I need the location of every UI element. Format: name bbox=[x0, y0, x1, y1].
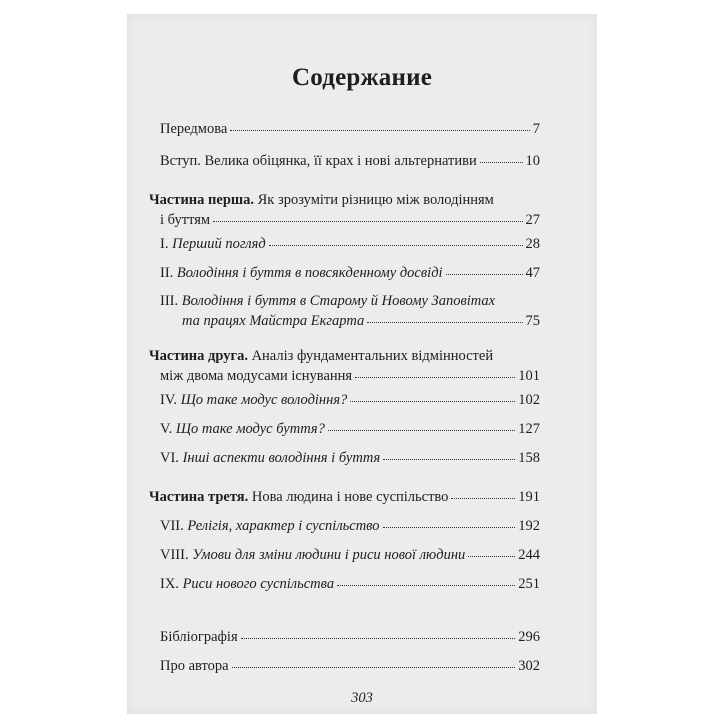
toc-part-three bbox=[149, 488, 540, 506]
part-title-line2: між двома модусами існування bbox=[160, 368, 353, 384]
toc-entry-about-author bbox=[160, 657, 540, 675]
toc-chapter-9 bbox=[160, 575, 540, 593]
chapter-title: Риси нового суспільства bbox=[182, 576, 335, 592]
part-label: Частина друга. bbox=[149, 348, 248, 364]
toc-entry-text: Передмова bbox=[160, 121, 228, 137]
chapter-number: II. bbox=[160, 265, 177, 281]
toc-page-number: 191 bbox=[518, 489, 540, 505]
chapter-title: Релігія, характер і суспільство bbox=[187, 518, 380, 534]
chapter-number: VI. bbox=[160, 450, 183, 466]
toc-chapter-8 bbox=[160, 546, 540, 564]
toc-entry-text: Вступ. Велика обіцянка, її крах і нові альтернативи bbox=[160, 153, 477, 169]
toc-page-number: 47 bbox=[525, 265, 540, 281]
leader-dots bbox=[451, 486, 515, 499]
toc-entry-foreword bbox=[160, 120, 540, 138]
toc-chapter-4 bbox=[160, 391, 540, 409]
chapter-number: IV. bbox=[160, 392, 181, 408]
folio-page-number: 303 bbox=[351, 690, 373, 706]
toc-chapter-1 bbox=[160, 235, 540, 253]
toc-page-number: 28 bbox=[525, 236, 540, 252]
toc-chapter-7 bbox=[160, 517, 540, 535]
part-title-line2: і буттям bbox=[160, 212, 211, 228]
toc-page-number: 101 bbox=[518, 368, 540, 384]
toc-page-number: 302 bbox=[518, 658, 540, 674]
toc-page-number: 10 bbox=[525, 153, 540, 169]
leader-dots bbox=[269, 233, 523, 246]
leader-dots bbox=[383, 515, 516, 528]
part-label: Частина третя. bbox=[149, 489, 249, 505]
toc-chapter-3 bbox=[160, 293, 540, 330]
toc-entry-introduction bbox=[160, 152, 540, 170]
chapter-number: III. bbox=[160, 293, 182, 309]
chapter-number: V. bbox=[160, 421, 176, 437]
leader-dots bbox=[337, 573, 515, 586]
toc-chapter-5 bbox=[160, 420, 540, 438]
part-title-line1: Як зрозуміти різницю між володінням bbox=[254, 192, 494, 208]
leader-dots bbox=[383, 447, 515, 460]
chapter-title-line1: Володіння і буття в Старому й Новому Заповітах bbox=[181, 293, 496, 309]
toc-page-number: 296 bbox=[518, 629, 540, 645]
toc-page-number: 251 bbox=[518, 576, 540, 592]
leader-dots bbox=[468, 544, 515, 557]
leader-dots bbox=[328, 418, 515, 431]
chapter-number: I. bbox=[160, 236, 173, 252]
leader-dots bbox=[350, 389, 515, 402]
leader-dots bbox=[213, 209, 522, 222]
chapter-title: Що таке модус володіння? bbox=[180, 392, 348, 408]
chapter-title: Інші аспекти володіння і буття bbox=[182, 450, 381, 466]
part-title: Нова людина і нове суспільство bbox=[248, 489, 449, 505]
toc-part-two bbox=[149, 348, 540, 385]
chapter-title: Що таке модус буття? bbox=[175, 421, 325, 437]
toc-entry-text: Про автора bbox=[160, 658, 229, 674]
toc-chapter-6 bbox=[160, 449, 540, 467]
chapter-number: VII. bbox=[160, 518, 188, 534]
leader-dots bbox=[446, 262, 523, 275]
leader-dots bbox=[241, 626, 516, 639]
chapter-title: Умови для зміни людини і риси нової людини bbox=[192, 547, 466, 563]
book-page bbox=[127, 14, 597, 714]
toc-page-number: 192 bbox=[518, 518, 540, 534]
part-title-line1: Аналіз фундаментальних відмінностей bbox=[247, 348, 494, 364]
toc-entry-text: Бібліографія bbox=[160, 629, 238, 645]
toc-page-number: 158 bbox=[518, 450, 540, 466]
leader-dots bbox=[230, 118, 529, 131]
toc-entry-bibliography bbox=[160, 628, 540, 646]
leader-dots bbox=[480, 150, 523, 163]
leader-dots bbox=[367, 310, 522, 323]
toc-page-number: 244 bbox=[518, 547, 540, 563]
leader-dots bbox=[232, 655, 516, 668]
toc-chapter-2 bbox=[160, 264, 540, 282]
leader-dots bbox=[355, 365, 515, 378]
toc-page-number: 102 bbox=[518, 392, 540, 408]
toc-page-number: 27 bbox=[525, 212, 540, 228]
toc-page-number: 7 bbox=[532, 121, 540, 137]
chapter-title: Володіння і буття в повсякденному досвіді bbox=[176, 265, 443, 281]
toc-part-one bbox=[149, 192, 540, 229]
toc-page-number: 127 bbox=[518, 421, 540, 437]
page-title: Содержание bbox=[291, 64, 432, 91]
part-label: Частина перша. bbox=[149, 192, 255, 208]
chapter-title-line2: та працях Майстра Екгарта bbox=[182, 313, 365, 329]
chapter-number: IX. bbox=[160, 576, 183, 592]
chapter-title: Перший погляд bbox=[172, 236, 266, 252]
chapter-number: VIII. bbox=[160, 547, 193, 563]
toc-page-number: 75 bbox=[525, 313, 540, 329]
